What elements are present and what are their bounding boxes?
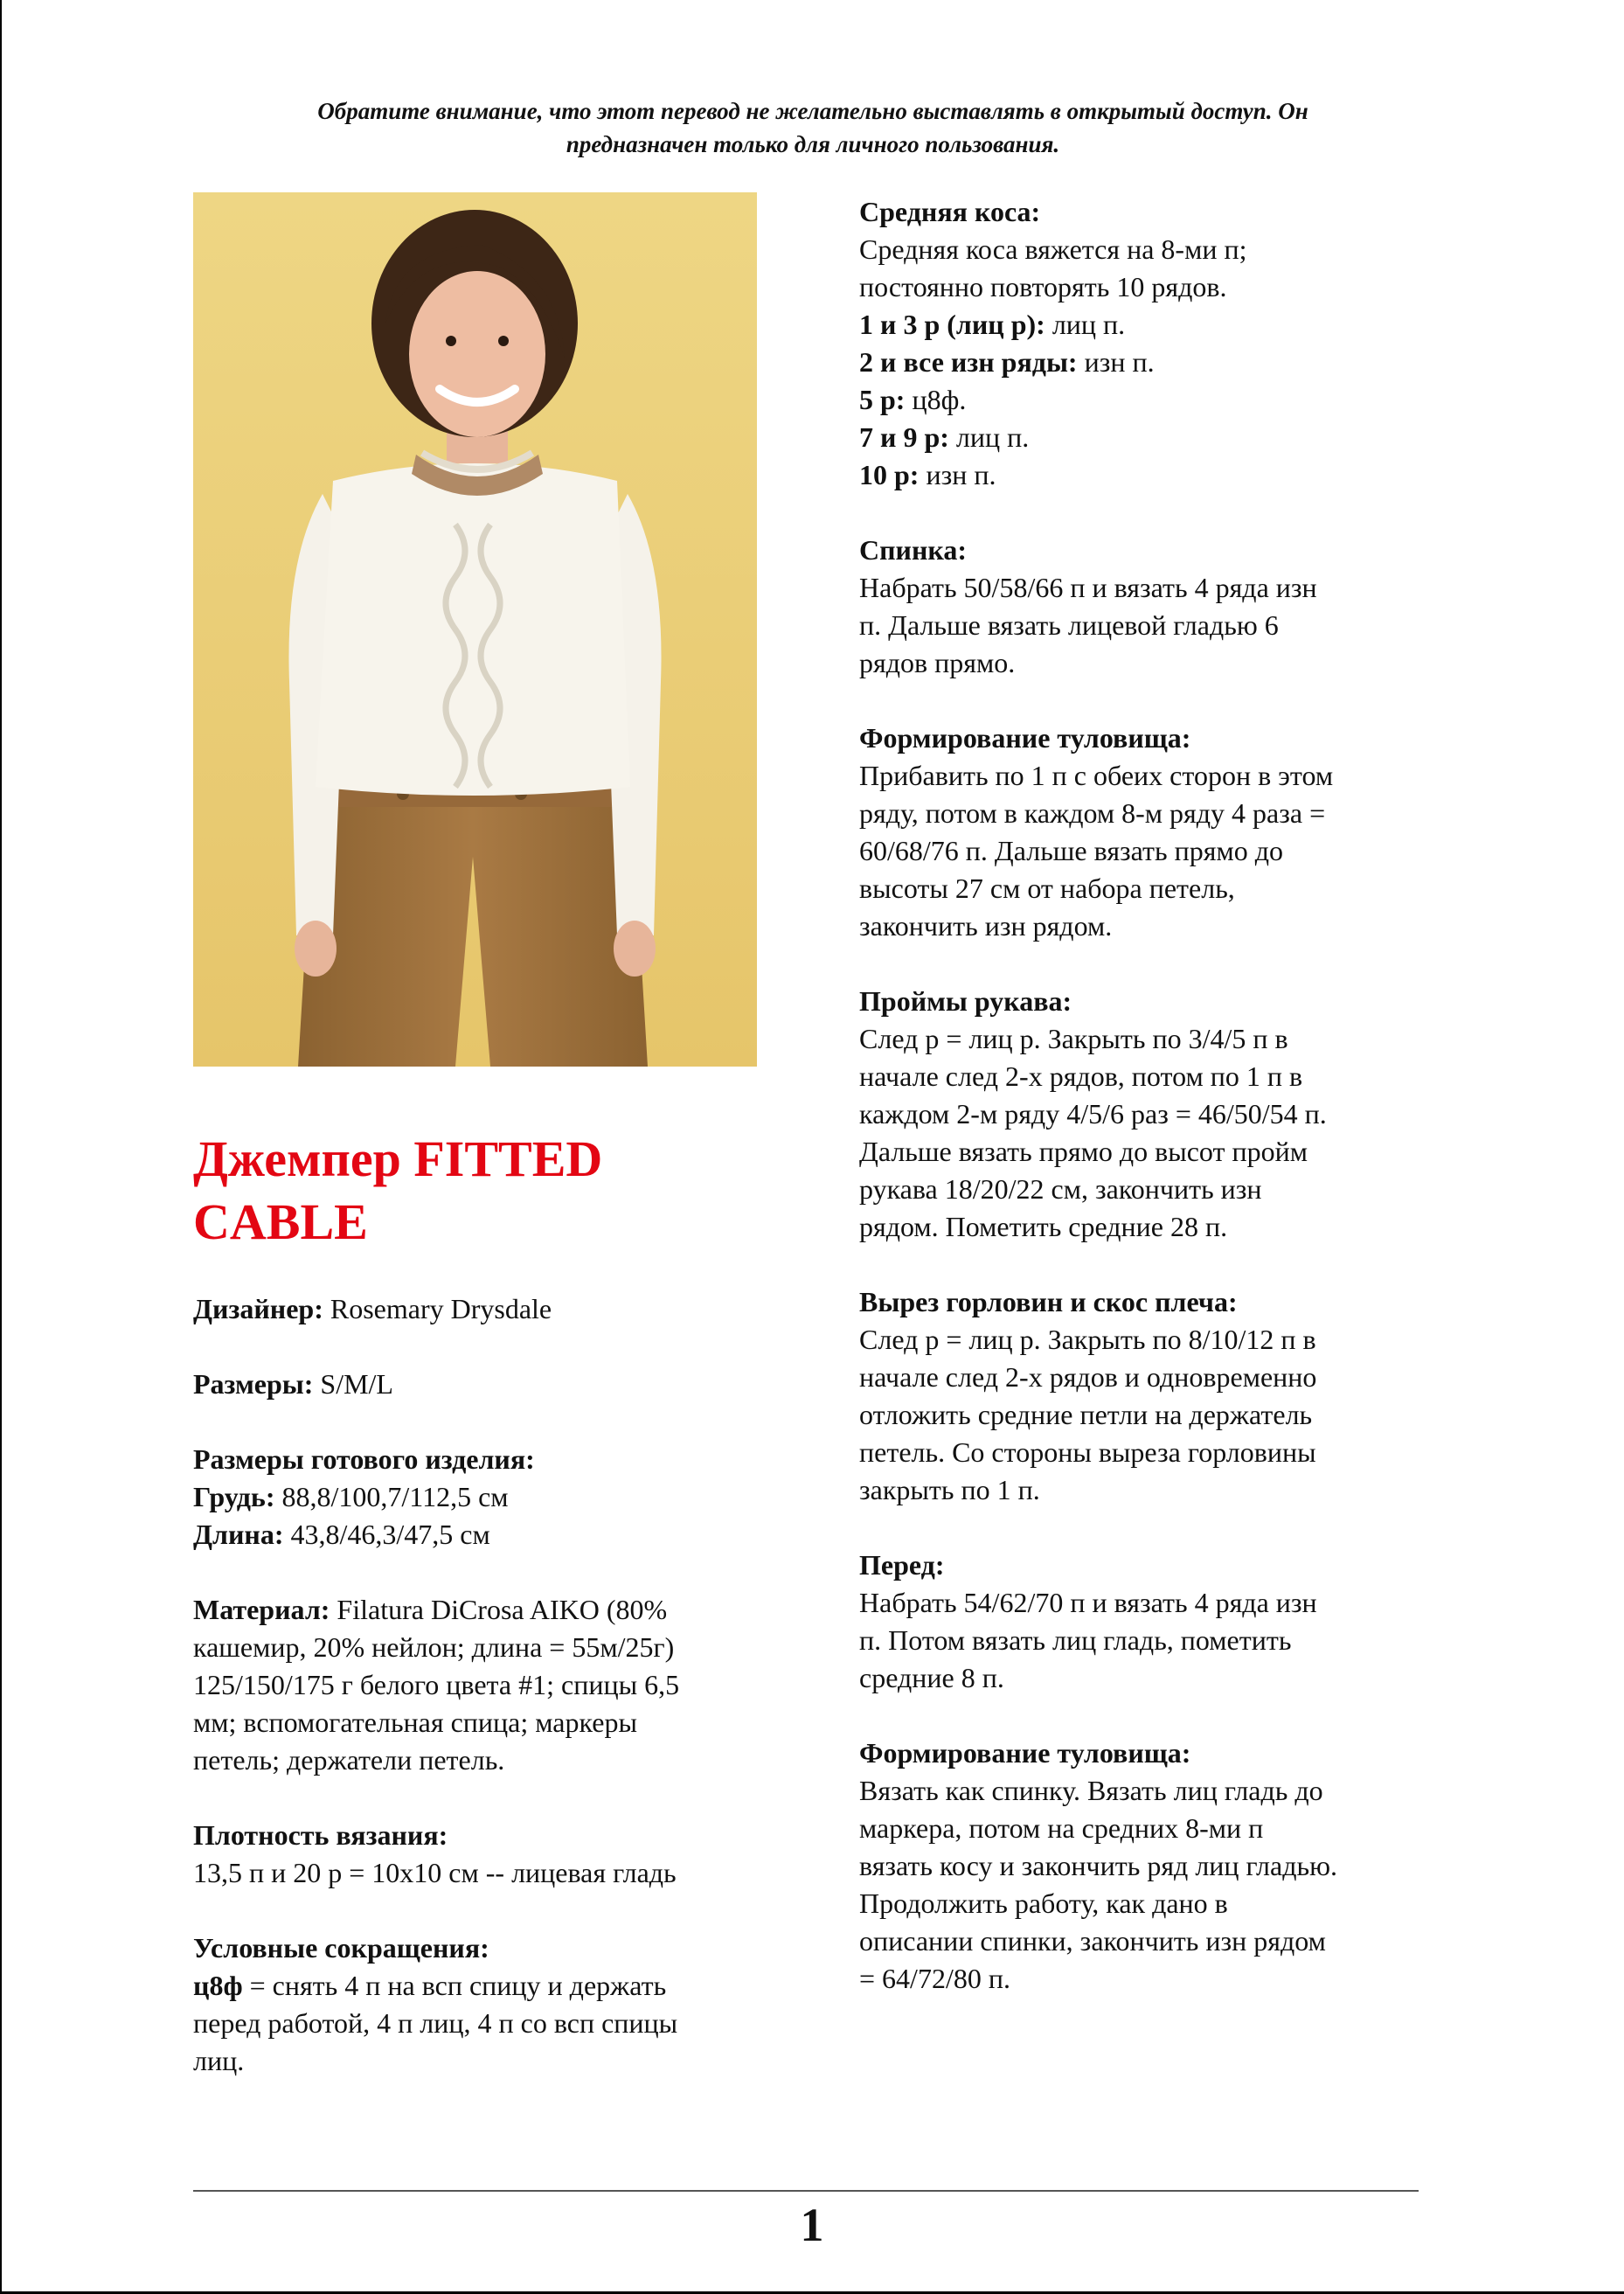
notice-text [201, 94, 1425, 161]
section-line: начале след 2-х рядов, потом по 1 п в [859, 1060, 1303, 1092]
section-heading: Перед: [859, 1549, 945, 1581]
row-label: 2 и все изн ряды: [859, 346, 1078, 378]
sizes-info [193, 1366, 779, 1403]
cable-heading: Средняя коса: [859, 196, 1041, 227]
cable-instructions [859, 193, 1436, 494]
finished-measurements [193, 1441, 779, 1554]
section-line: Набрать 50/58/66 п и вязать 4 ряда изн [859, 572, 1317, 603]
sizes-value: S/M/L [313, 1368, 393, 1400]
row-label: 10 р: [859, 459, 920, 490]
section-body-shaping [859, 719, 1436, 945]
gauge-text: 13,5 п и 20 р = 10х10 см -- лицевая гладь [193, 1857, 677, 1888]
gauge-info [193, 1817, 779, 1892]
left-column [193, 1290, 779, 2117]
material-line: мм; вспомогательная спица; маркеры [193, 1707, 637, 1738]
section-line: рядов прямо. [859, 647, 1016, 678]
section-front-shaping [859, 1734, 1436, 1998]
material-text: Filatura DiCrosa AIKO (80% [330, 1594, 668, 1625]
material-label: Материал: [193, 1594, 330, 1625]
row-label: 1 и 3 р (лиц р): [859, 309, 1045, 340]
row-text: ц8ф. [905, 384, 967, 415]
row-text: лиц п. [948, 421, 1030, 453]
section-heading: Спинка: [859, 534, 968, 566]
cable-row [859, 344, 1436, 381]
abbreviation-term: ц8ф [193, 1970, 243, 2001]
material-line: 125/150/175 г белого цвета #1; спицы 6,5 [193, 1669, 680, 1700]
chest-value: 88,8/100,7/112,5 см [274, 1481, 509, 1512]
row-text: изн п. [1077, 346, 1155, 378]
section-line: маркера, потом на средних 8-ми п [859, 1812, 1264, 1844]
product-photo [193, 192, 757, 1067]
row-label: 5 р: [859, 384, 906, 415]
material-line: кашемир, 20% нейлон; длина = 55м/25г) [193, 1631, 675, 1663]
section-line: п. Потом вязать лиц гладь, пометить [859, 1624, 1292, 1656]
section-line: начале след 2-х рядов и одновременно [859, 1361, 1317, 1393]
cable-row [859, 419, 1436, 456]
length-measurement [193, 1516, 779, 1554]
cable-row [859, 456, 1436, 494]
notice-line: предназначен только для личного пользования. [566, 131, 1060, 157]
title-line: CABLE [193, 1193, 368, 1250]
section-line: рукава 18/20/22 см, закончить изн [859, 1173, 1262, 1205]
title-line: Джемпер FITTED [193, 1130, 603, 1187]
chest-measurement [193, 1478, 779, 1516]
footer-divider [193, 2190, 1419, 2192]
row-text: лиц п. [1044, 309, 1126, 340]
materials-info [193, 1591, 779, 1779]
row-text: изн п. [919, 459, 996, 490]
model-photo-illustration [193, 192, 757, 1067]
section-front [859, 1547, 1436, 1697]
section-heading: Формирование туловища: [859, 1737, 1191, 1769]
finished-heading: Размеры готового изделия: [193, 1443, 535, 1475]
material-line: петель; держатели петель. [193, 1744, 505, 1776]
section-line: описании спинки, закончить изн рядом [859, 1925, 1326, 1957]
sizes-label: Размеры: [193, 1368, 314, 1400]
section-back [859, 532, 1436, 682]
section-line: средние 8 п. [859, 1662, 1004, 1693]
section-line: Вязать как спинку. Вязать лиц гладь до [859, 1775, 1323, 1806]
material-line [193, 1591, 779, 1629]
section-line: закончить изн рядом. [859, 910, 1113, 942]
notice-line: Обратите внимание, что этот перевод не желательно выставлять в открытый доступ. Он [317, 98, 1308, 124]
section-armholes [859, 983, 1436, 1246]
length-label: Длина: [193, 1519, 284, 1550]
section-line: Прибавить по 1 п с обеих сторон в этом [859, 760, 1334, 791]
abbreviation-line: перед работой, 4 п лиц, 4 п со всп спицы [193, 2007, 678, 2039]
chest-label: Грудь: [193, 1481, 275, 1512]
cable-row [859, 306, 1436, 344]
section-line: Дальше вязать прямо до высот пройм [859, 1136, 1308, 1167]
page-number: 1 [800, 2199, 824, 2251]
section-line: рядом. Пометить средние 28 п. [859, 1211, 1228, 1242]
designer-label: Дизайнер: [193, 1293, 323, 1324]
section-line: п. Дальше вязать лицевой гладью 6 [859, 609, 1279, 641]
pattern-title [193, 1128, 761, 1254]
section-line: ряду, потом в каждом 8-м ряду 4 раза = [859, 797, 1326, 829]
section-line: отложить средние петли на держатель [859, 1399, 1313, 1430]
section-line: высоты 27 см от набора петель, [859, 872, 1235, 904]
section-heading: Формирование туловища: [859, 722, 1191, 754]
section-line: След р = лиц р. Закрыть по 3/4/5 п в [859, 1023, 1288, 1054]
designer-value: Rosemary Drysdale [323, 1293, 552, 1324]
abbreviations [193, 1929, 779, 2080]
section-line: петель. Со стороны выреза горловины [859, 1436, 1316, 1468]
length-value: 43,8/46,3/47,5 см [283, 1519, 490, 1550]
page-border [0, 0, 2, 2294]
section-heading: Вырез горловин и скос плеча: [859, 1286, 1238, 1317]
section-line: = 64/72/80 п. [859, 1963, 1010, 1994]
abbreviation-line: лиц. [193, 2045, 245, 2076]
section-line: Набрать 54/62/70 п и вязать 4 ряда изн [859, 1587, 1317, 1618]
designer-info [193, 1290, 779, 1328]
abbreviation-text: = снять 4 п на всп спицу и держать [242, 1970, 667, 2001]
section-line: След р = лиц р. Закрыть по 8/10/12 п в [859, 1324, 1316, 1355]
section-heading: Проймы рукава: [859, 985, 1072, 1017]
section-line: закрыть по 1 п. [859, 1474, 1040, 1505]
cable-line: Средняя коса вяжется на 8-ми п; [859, 233, 1247, 265]
cable-row [859, 381, 1436, 419]
right-column [859, 193, 1436, 2035]
section-line: каждом 2-м ряду 4/5/6 раз = 46/50/54 п. [859, 1098, 1327, 1130]
section-line: 60/68/76 п. Дальше вязать прямо до [859, 835, 1283, 866]
section-neck-shoulder [859, 1283, 1436, 1509]
section-line: Продолжить работу, как дано в [859, 1887, 1228, 1919]
cable-line: постоянно повторять 10 рядов. [859, 271, 1227, 302]
abbreviation-line [193, 1967, 779, 2005]
abbreviations-heading: Условные сокращения: [193, 1932, 489, 1964]
gauge-heading: Плотность вязания: [193, 1819, 448, 1851]
section-line: вязать косу и закончить ряд лиц гладью. [859, 1850, 1337, 1881]
row-label: 7 и 9 р: [859, 421, 949, 453]
